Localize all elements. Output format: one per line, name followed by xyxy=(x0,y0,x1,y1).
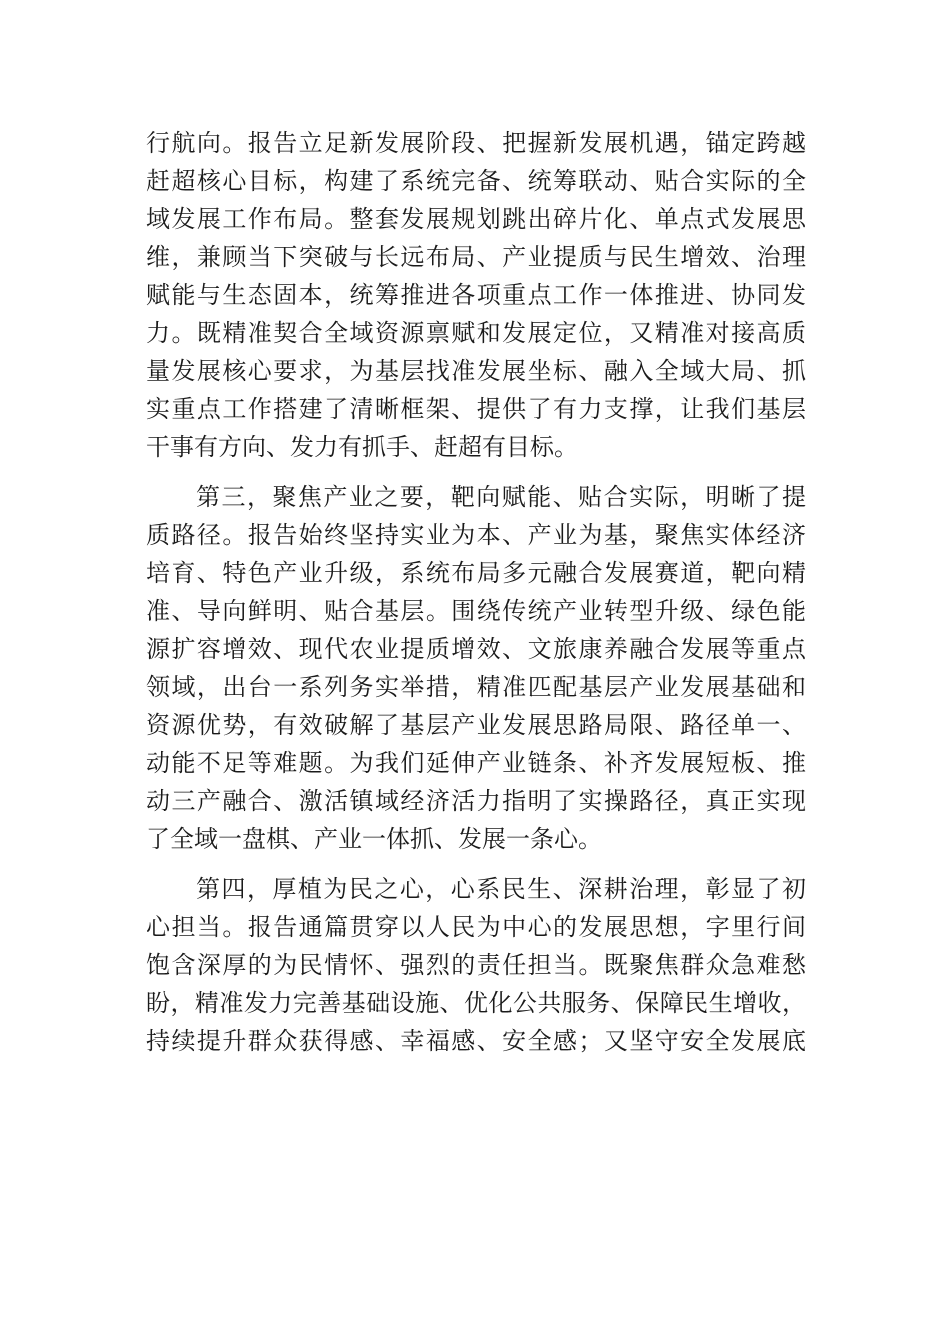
text-line: 资源优势，有效破解了基层产业发展思路局限、路径单一、 xyxy=(146,711,806,739)
text-line: 了全域一盘棋、产业一体抓、发展一条心。 xyxy=(146,825,602,853)
text-line: 质路径。报告始终坚持实业为本、产业为基，聚焦实体经济 xyxy=(146,521,806,549)
text-line: 动三产融合、激活镇域经济活力指明了实操路径，真正实现 xyxy=(146,787,806,815)
text-line: 力。既精准契合全域资源禀赋和发展定位，又精准对接高质 xyxy=(146,319,806,347)
paragraph-2-continuation xyxy=(146,124,806,466)
text-line: 行航向。报告立足新发展阶段、把握新发展机遇，锚定跨越 xyxy=(146,129,806,157)
text-line: 实重点工作搭建了清晰框架、提供了有力支撑，让我们基层 xyxy=(146,395,806,423)
text-line: 盼，精准发力完善基础设施、优化公共服务、保障民生增收， xyxy=(146,989,806,1017)
paragraph-4 xyxy=(146,870,806,1060)
text-line: 源扩容增效、现代农业提质增效、文旅康养融合发展等重点 xyxy=(146,635,806,663)
text-line: 准、导向鲜明、贴合基层。围绕传统产业转型升级、绿色能 xyxy=(146,597,806,625)
text-line: 动能不足等难题。为我们延伸产业链条、补齐发展短板、推 xyxy=(146,749,806,777)
text-line: 域发展工作布局。整套发展规划跳出碎片化、单点式发展思 xyxy=(146,205,806,233)
text-line: 赶超核心目标，构建了系统完备、统筹联动、贴合实际的全 xyxy=(146,167,806,195)
text-line: 干事有方向、发力有抓手、赶超有目标。 xyxy=(146,433,578,461)
text-line: 赋能与生态固本，统筹推进各项重点工作一体推进、协同发 xyxy=(146,281,806,309)
text-line: 饱含深厚的为民情怀、强烈的责任担当。既聚焦群众急难愁 xyxy=(146,951,806,979)
text-line: 维，兼顾当下突破与长远布局、产业提质与民生增效、治理 xyxy=(146,243,806,271)
text-line: 第三，聚焦产业之要，靶向赋能、贴合实际，明晰了提 xyxy=(196,483,806,511)
text-line: 心担当。报告通篇贯穿以人民为中心的发展思想，字里行间 xyxy=(146,913,806,941)
text-line: 第四，厚植为民之心，心系民生、深耕治理，彰显了初 xyxy=(196,875,806,903)
text-line: 领域，出台一系列务实举措，精准匹配基层产业发展基础和 xyxy=(146,673,806,701)
paragraph-3 xyxy=(146,478,806,858)
text-line: 培育、特色产业升级，系统布局多元融合发展赛道，靶向精 xyxy=(146,559,806,587)
text-line: 持续提升群众获得感、幸福感、安全感；又坚守安全发展底 xyxy=(146,1027,806,1055)
text-line: 量发展核心要求，为基层找准发展坐标、融入全域大局、抓 xyxy=(146,357,806,385)
